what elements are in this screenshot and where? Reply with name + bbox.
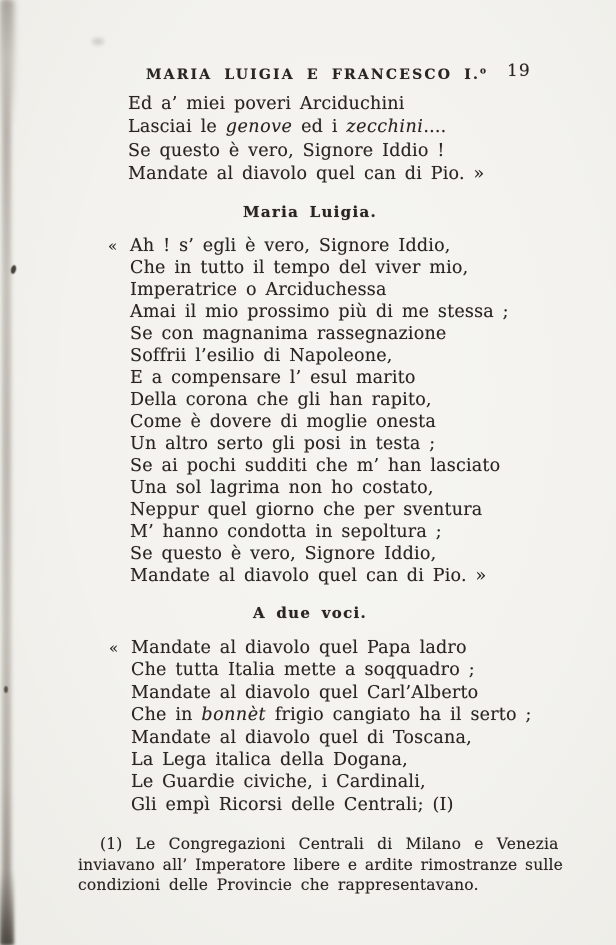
ink-speck <box>4 686 8 693</box>
footnote-line: inviavano all’ Imperatore libere e ardite rimostranze sulle <box>78 855 564 874</box>
verse-line: Un altro serto gli posi in testa ; <box>130 434 436 454</box>
footnote <box>78 834 564 896</box>
page-number: 19 <box>507 61 531 81</box>
verse-line: Una sol lagrima non ho costato, <box>130 478 434 498</box>
verse-line <box>128 116 484 139</box>
verse-text: .... <box>423 117 447 138</box>
paper-smudge <box>92 38 104 45</box>
italic-word: bonnèt <box>201 705 267 726</box>
verse-line: Gli empì Ricorsi delle Centrali; (I) <box>131 794 454 815</box>
verse-text: frigio cangiato ha il serto ; <box>266 705 532 726</box>
verse-line: M’ hanno condotta in sepoltura ; <box>130 522 442 542</box>
verse-line: Le Guardie civiche, i Cardinali, <box>131 772 426 793</box>
italic-word: zecchini <box>346 117 424 138</box>
ordinal-superscript: o <box>480 66 487 76</box>
verse-line: E a compensare l’ esul marito <box>130 368 416 388</box>
verse-text: Ah ! s’ egli è vero, Signore Iddio, <box>130 236 451 256</box>
ink-speck <box>10 265 17 275</box>
verse-text: Che in <box>131 705 202 726</box>
footnote-line: (1) Le Congregazioni Centrali di Milano e Venezia <box>100 835 559 853</box>
verse-line: Amai il mio prossimo più di me stessa ; <box>130 302 509 322</box>
verse-line: Mandate al diavolo quel di Toscana, <box>131 727 472 748</box>
verse-line: Che tutta Italia mette a soqquadro ; <box>131 660 475 681</box>
stanza-a-due-voci <box>109 637 532 816</box>
verse-text: Mandate al diavolo quel Papa ladro <box>131 638 467 658</box>
verse-line: Neppur quel giorno che per sventura <box>130 500 483 520</box>
open-guillemet: « <box>109 639 119 657</box>
italic-word: genove <box>225 117 293 138</box>
verse-line: Se con magnanima rassegnazione <box>130 324 447 344</box>
verse-line <box>131 704 532 726</box>
footnote-line: condizioni delle Provincie che rappresentavano. <box>78 876 479 894</box>
verse-text: ed i <box>292 117 347 138</box>
section-heading-a-due-voci: A due voci. <box>252 604 368 622</box>
open-guillemet: « <box>108 237 118 255</box>
binding-shadow-bottom <box>0 870 14 945</box>
verse-line <box>109 637 532 659</box>
verse-line: Della corona che gli han rapito, <box>130 390 432 410</box>
verse-line: Se questo è vero, Signore Iddio, <box>130 544 437 564</box>
verse-line: Mandate al diavolo quel can di Pio. » <box>128 164 485 185</box>
verse-line: Se questo è vero, Signore Iddio ! <box>128 140 445 161</box>
section-heading-maria-luigia: Maria Luigia. <box>242 203 378 221</box>
verse-line: Come è dovere di moglie onesta <box>130 412 437 432</box>
verse-text: Lasciai le <box>128 117 226 138</box>
stanza-maria-luigia <box>108 235 509 587</box>
stanza-intro <box>128 93 484 187</box>
verse-line: Mandate al diavolo quel Carl’Alberto <box>131 682 479 703</box>
verse-line: La Lega italica della Dogana, <box>131 750 408 771</box>
verse-line: Ed a’ miei poveri Arciduchini <box>128 94 405 114</box>
verse-line: Mandate al diavolo quel can di Pio. » <box>130 566 487 586</box>
verse-line: Soffrii l’esilio di Napoleone, <box>130 346 393 366</box>
verse-line: Imperatrice o Arciduchessa <box>130 280 387 300</box>
verse-line: Che in tutto il tempo del viver mio, <box>130 258 469 278</box>
verse-line <box>108 235 509 257</box>
verse-line: Se ai pochi sudditi che m’ han lasciato <box>130 456 501 476</box>
running-header <box>96 61 536 85</box>
running-header-title: MARIA LUIGIA E FRANCESCO I.$^o$ <box>145 66 487 83</box>
binding-edge-shadow <box>2 0 11 945</box>
